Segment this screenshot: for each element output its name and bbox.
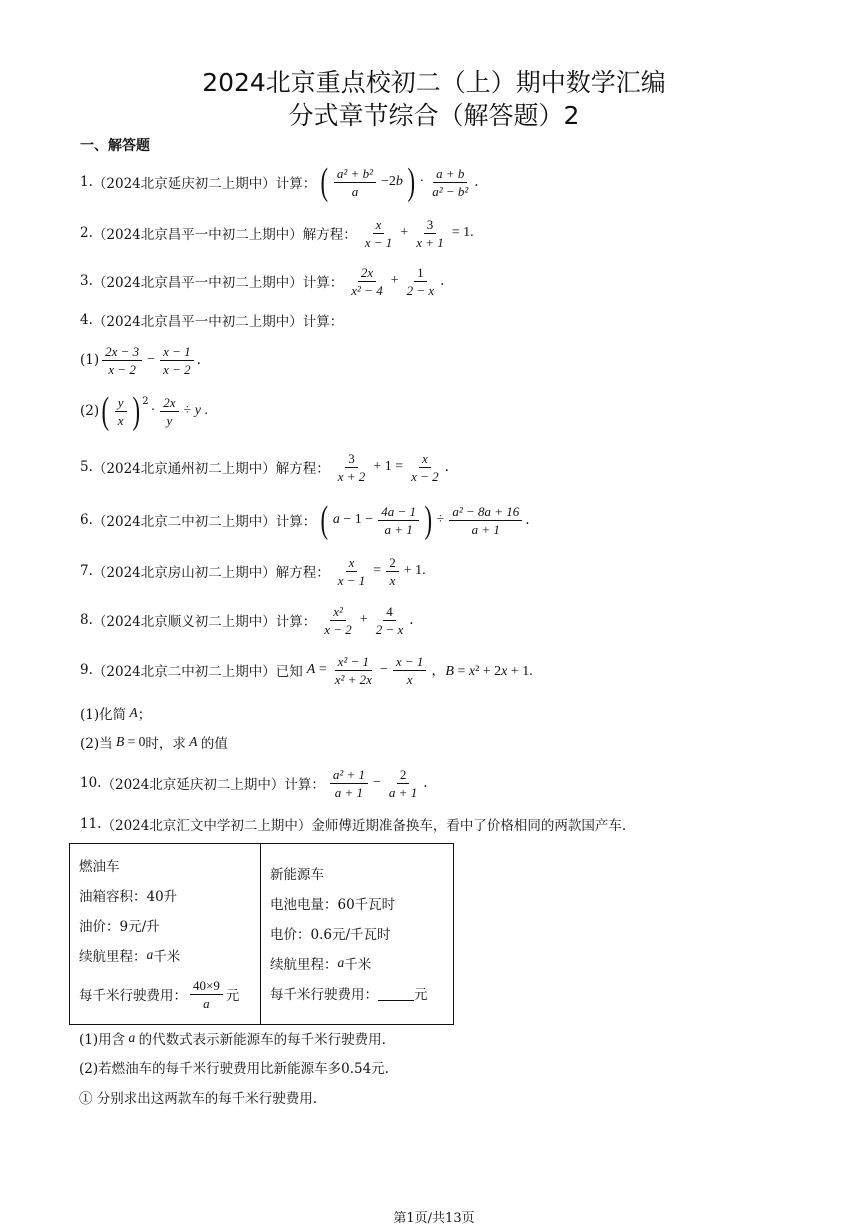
section-heading: 一、解答题 [80,138,150,154]
question-4-part2: (2) ( $\frac{y}{x}$ ) $^2$ · $\frac{2x}{y}$ ÷ y . [80,390,208,432]
question-5: 5. （2024北京通州初二上期中）解方程： $\frac{3}{x + 2}$ + 1 = $\frac{x}{x - 2}$ . [80,450,449,484]
question-6: 6. （2024北京二中初二上期中）计算： ( a − 1 − $\frac{4a - 1}{a + 1}$ ) ÷ $\frac{\text{a² − 8a + 16}}{a + 1}$ . [80,499,530,541]
page-footer: 第1页/共13页 [393,1211,475,1226]
question-8: 8. （2024北京顺义初二上期中）计算： $\frac{\text{x²}}{x - 2}$ + $\frac{4}{2 - x}$ . [80,603,414,637]
question-9: 9. （2024北京二中初二上期中）已知 A = $\frac{\text{x² − 1}}{\text{x² + 2x}}$ − $\frac{x - 1}{x}$ ，B = x² + 2x + 1. [80,653,533,687]
question-2: 2. （2024北京昌平一中初二上期中）解方程： $\frac{x}{x - 1}$ + $\frac{3}{x + 1}$ = 1. [80,216,474,250]
answer-blank [378,986,414,1001]
document-title-line1: 2024北京重点校初二（上）期中数学汇编 [202,68,666,97]
question-1: 1. （2024北京延庆初二上期中）计算： ( $\frac{\text{a² + b²}}{a}$ −2b ) · $\frac{a + b}{\text{a² − b²}}$ . [80,161,479,203]
question-11-sub3: ① 分别求出这两款车的每千米行驶费用. [79,1091,318,1107]
electric-car-cell: 新能源车 电池电量：60千瓦时 电价：0.6元/千瓦时 续航里程： a 千米 每千米行驶费用： 元 [261,844,454,1025]
question-11: 11. （2024北京汇文中学初二上期中）金师傅近期准备换车，看中了价格相同的两款国产车. [80,816,627,834]
question-4: 4. （2024北京昌平一中初二上期中）计算： [80,312,344,330]
question-11-sub1: (1)用含 a 的代数式表示新能源车的每千米行驶费用. [79,1030,386,1048]
question-9-sub2: (2)当 B = 0 时，求 A 的值 [80,734,228,752]
question-9-sub1: (1)化简 A ； [80,705,152,723]
question-10: 10. （2024北京延庆初二上期中）计算： $\frac{\text{a² + 1}}{a + 1}$ − $\frac{2}{a + 1}$ . [80,766,428,800]
car-comparison-table [69,843,454,1025]
document-title-line2: 分式章节综合（解答题）2 [288,101,580,130]
question-7: 7. （2024北京房山初二上期中）解方程： $\frac{x}{x - 1}$ = $\frac{2}{x}$ + 1. [80,554,426,588]
question-3: 3. （2024北京昌平一中初二上期中）计算： $\frac{2x}{\text{x² − 4}}$ + $\frac{1}{2 - x}$ . [80,264,445,298]
fuel-car-cell: 燃油车 油箱容积：40升 油价：9元/升 续航里程： a 千米 每千米行驶费用： $\frac{40\times 9}{a}$ 元 [70,844,261,1025]
question-4-part1: (1) $\frac{2x - 3}{x - 2}$ − $\frac{x - 1}{x - 2}$ . [80,343,201,377]
question-11-sub2: (2)若燃油车的每千米行驶费用比新能源车多0.54元. [79,1061,389,1077]
